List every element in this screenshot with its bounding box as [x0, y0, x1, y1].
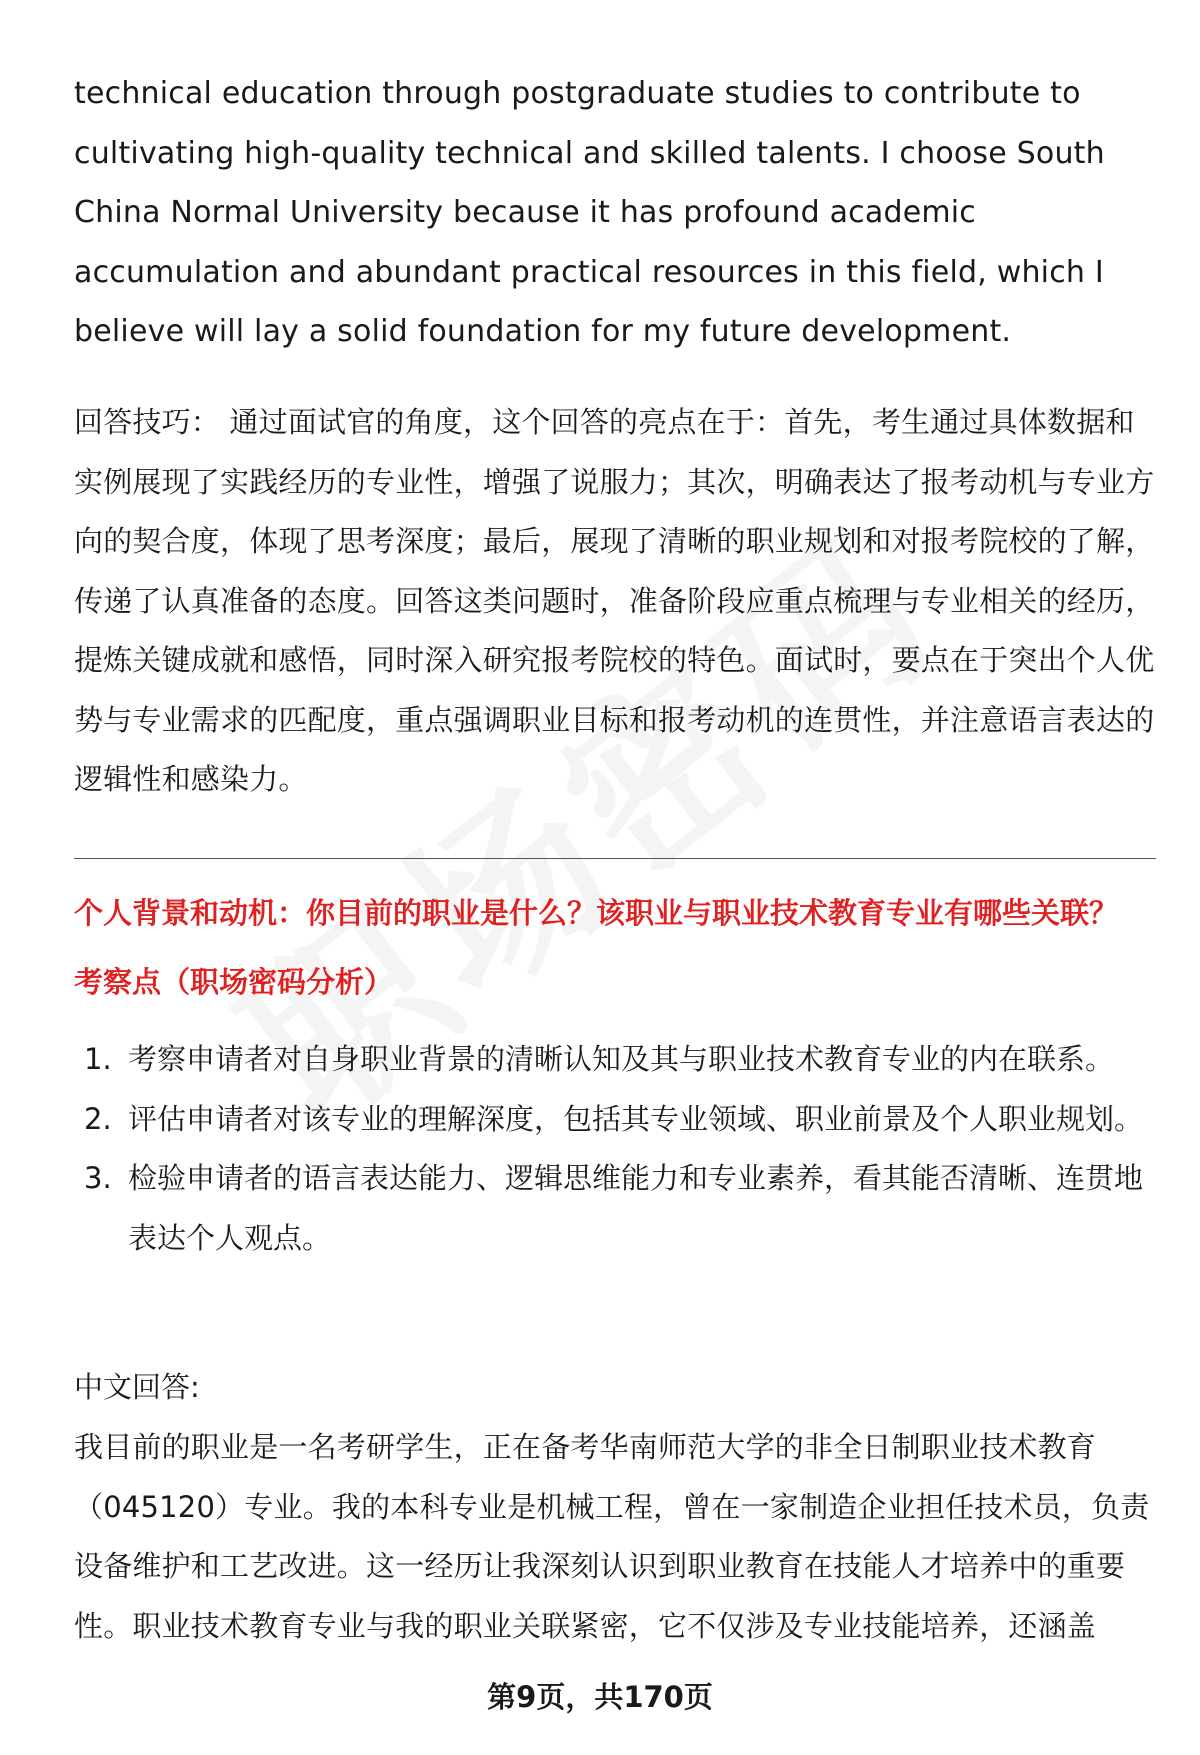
list-item-number: 2. — [84, 1101, 112, 1136]
exam-points-heading: 考察点（职场密码分析） — [74, 965, 394, 999]
list-item-text: 检验申请者的语言表达能力、逻辑思维能力和专业素养，看其能否清晰、连贯地表达个人观点。 — [128, 1161, 1144, 1255]
english-answer-text: technical education through postgraduate studies to contribute to cultivating high-quality technical and skilled talents. I choose South China Normal University because it has profound academic accumulation and abundant practical resources in this field, which I believe will lay a solid foundation for my future development. — [74, 76, 1105, 349]
chinese-answer-text: 我目前的职业是一名考研学生，正在备考华南师范大学的非全日制职业技术教育（045120）专业。我的本科专业是机械工程，曾在一家制造企业担任技术员，负责设备维护和工艺改进。这一经历让我深刻认识到职业教育在技能人才培养中的重要性。职业技术教育专业与我的职业关联紧密，它不仅涉及专业技能培养，还涵盖 — [74, 1430, 1150, 1643]
list-item — [74, 1149, 1164, 1268]
chinese-answer-label: 中文回答: — [74, 1370, 200, 1404]
page-footer: 第9页，共170页 — [487, 1680, 713, 1714]
question-heading: 个人背景和动机：你目前的职业是什么？该职业与职业技术教育专业有哪些关联？ — [74, 896, 1119, 930]
list-item — [74, 1030, 1164, 1090]
list-item-text: 考察申请者对自身职业背景的清晰认知及其与职业技术教育专业的内在联系。 — [128, 1042, 1115, 1076]
answer-tips-text: 回答技巧： 通过面试官的角度，这个回答的亮点在于：首先，考生通过具体数据和实例展现了实践经历的专业性，增强了说服力；其次，明确表达了报考动机与专业方向的契合度，体现了思考深度；最后，展现了清晰的职业规划和对报考院校的了解，传递了认真准备的态度。回答这类问题时，准备阶段应重点梳理与专业相关的经历，提炼关键成就和感悟，同时深入研究报考院校的特色。面试时，要点在于突出个人优势与专业需求的匹配度，重点强调职业目标和报考动机的连贯性，并注意语言表达的逻辑性和感染力。 — [74, 405, 1155, 796]
list-item — [74, 1090, 1164, 1150]
section-divider — [74, 858, 1156, 859]
exam-points-list — [74, 1030, 1164, 1268]
list-item-number: 3. — [84, 1161, 112, 1195]
list-item-number: 1. — [84, 1042, 112, 1076]
list-item-text: 评估申请者对该专业的理解深度，包括其专业领域、职业前景及个人职业规划。 — [128, 1101, 1144, 1136]
